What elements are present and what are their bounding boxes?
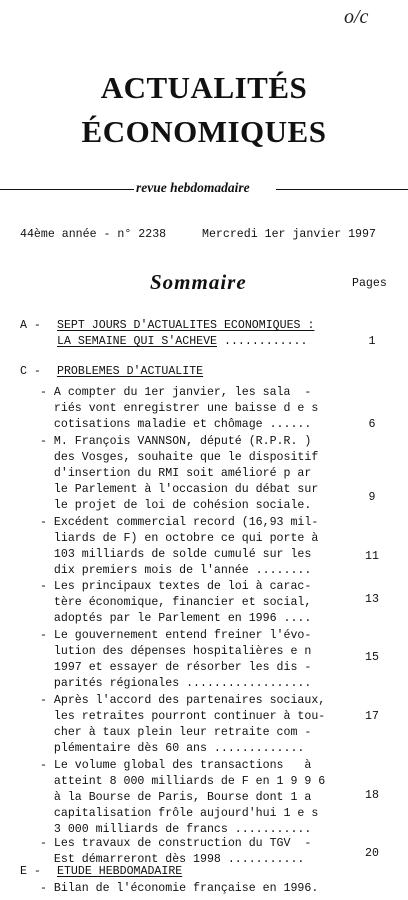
- list-item-line: les retraites pourront continuer à tou-: [40, 710, 326, 723]
- list-item-line: - Les travaux de construction du TGV -: [40, 837, 312, 850]
- list-item-line: cher à taux plein leur retraite com -: [40, 726, 312, 739]
- section-a-heading-line2: [57, 336, 307, 348]
- list-item-line: tère économique, financier et social,: [40, 596, 312, 609]
- list-item-line: capitalisation frôle aujourd'hui 1 e s: [40, 807, 319, 820]
- page-number: 20: [365, 847, 379, 860]
- list-item-line: atteint 8 000 milliards de F en 1 9 9 6: [40, 775, 326, 788]
- page-number: 11: [365, 550, 379, 563]
- list-item-line: d'insertion du RMI soit amélioré p ar: [40, 467, 312, 480]
- list-item-line: parités régionales ..................: [40, 677, 312, 690]
- page-number: 17: [365, 710, 379, 723]
- list-item-line: - A compter du 1er janvier, les sala -: [40, 386, 312, 399]
- list-item-line: dix premiers mois de l'année ........: [40, 564, 312, 577]
- section-a-heading-line1: SEPT JOURS D'ACTUALITES ECONOMIQUES :: [57, 319, 315, 332]
- list-item-line: des Vosges, souhaite que le dispositif: [40, 451, 319, 464]
- list-item-line: Est démarreront dès 1998 ...........: [40, 853, 305, 866]
- list-item-line: - Après l'accord des partenaires sociaux,: [40, 694, 326, 707]
- page-number: 13: [365, 593, 379, 606]
- list-item-line: plémentaire dès 60 ans .............: [40, 742, 305, 755]
- list-item-line: 3 000 milliards de francs ...........: [40, 823, 312, 836]
- issue-date: Mercredi 1er janvier 1997: [202, 228, 376, 241]
- section-letter-a: A -: [20, 319, 41, 332]
- list-item-line: le projet de loi de cohésion sociale.: [40, 499, 312, 512]
- pages-label: Pages: [352, 277, 387, 290]
- section-a-heading-line2-text: LA SEMAINE QUI S'ACHEVE: [57, 335, 218, 348]
- list-item-line: le Parlement à l'occasion du débat sur: [40, 483, 319, 496]
- issue-number: 44ème année - n° 2238: [20, 228, 167, 241]
- page-number: 6: [368, 418, 376, 431]
- masthead-rule-left: [0, 189, 134, 190]
- section-e-heading: ETUDE HEBDOMADAIRE: [57, 865, 183, 878]
- list-item-line: - Bilan de l'économie française en 1996.: [40, 882, 319, 895]
- list-item-line: adoptés par le Parlement en 1996 ....: [40, 612, 312, 625]
- list-item-line: - Le gouvernement entend freiner l'évo-: [40, 629, 312, 642]
- list-item-line: lution des dépenses hospitalières e n: [40, 645, 312, 658]
- list-item-line: - Les principaux textes de loi à carac-: [40, 580, 312, 593]
- list-item-line: - Excédent commercial record (16,93 mil-: [40, 516, 319, 529]
- list-item-line: 103 milliards de solde cumulé sur les: [40, 548, 312, 561]
- list-item-line: liards de F) en octobre ce qui porte à: [40, 532, 319, 545]
- sommaire-title: Sommaire: [150, 270, 247, 294]
- section-c-heading: PROBLEMES D'ACTUALITE: [57, 365, 204, 378]
- list-item-line: riés vont enregistrer une baisse d e s: [40, 402, 319, 415]
- section-letter-e: E -: [20, 865, 41, 878]
- page-number: 1: [368, 335, 376, 348]
- masthead-title-line1: ACTUALITÉS: [100, 70, 308, 105]
- page-number: 9: [368, 491, 376, 504]
- list-item-line: - Le volume global des transactions à: [40, 759, 312, 772]
- page-number: 18: [365, 789, 379, 802]
- list-item-line: à la Bourse de Paris, Bourse dont 1 a: [40, 791, 312, 804]
- page-number: 15: [365, 651, 379, 664]
- list-item-line: cotisations maladie et chômage ......: [40, 418, 312, 431]
- masthead-rule-right: [276, 189, 408, 190]
- list-item-line: 1997 et essayer de résorber les dis -: [40, 661, 312, 674]
- masthead-title-line2: ÉCONOMIQUES: [81, 114, 327, 149]
- section-letter-c: C -: [20, 365, 41, 378]
- masthead-subtitle: revue hebdomadaire: [136, 180, 250, 195]
- section-a-dots: ............: [217, 335, 308, 348]
- handwritten-annotation: o/c: [344, 6, 369, 28]
- list-item-line: - M. François VANNSON, député (R.P.R. ): [40, 435, 312, 448]
